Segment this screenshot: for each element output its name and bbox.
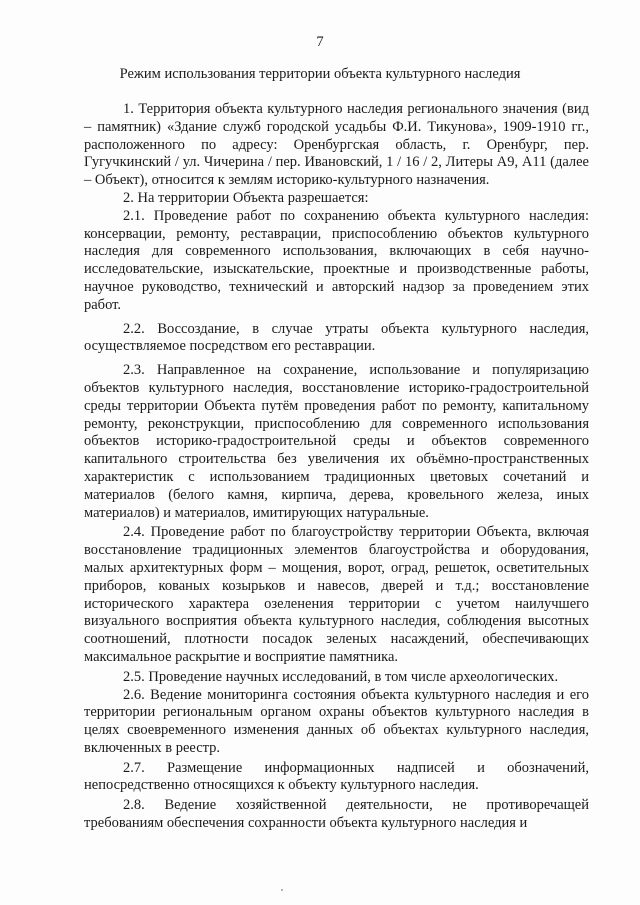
paragraph-2-1: 2.1. Проведение работ по сохранению объекта культурного наследия: консервации, ремонту, реставрации, приспособлению объектов культурного наследия для современного использования, включающих в себя научно-исследовательские, изыскательские, проектные и производственные работы, научное руководство, технический и авторский надзор за проведением этих работ.	[84, 207, 589, 313]
page-number: 7	[316, 34, 324, 50]
paragraph-2-4: 2.4. Проведение работ по благоустройству территории Объекта, включая восстановление традиционных элементов благоустройства и оборудования, малых архитектурных форм – мощения, ворот, оград, решеток, осветительных приборов, кованых козырьков и навесов, дверей и т.д.; восстановление исторического характера озеленения территории с учетом наилучшего визуального восприятия объекта культурного наследия, соблюдения высотных соотношений, плотности посадок зеленых насаждений, обеспечивающих максимальное раскрытие и восприятие памятника.	[84, 524, 589, 665]
document-title: Режим использования территории объекта культурного наследия	[119, 66, 521, 82]
paragraph-2-2: 2.2. Воссоздание, в случае утраты объекта культурного наследия, осуществляемое посредством его реставрации.	[84, 320, 589, 355]
paragraph-2-5: 2.5. Проведение научных исследований, в том числе археологических.	[123, 668, 559, 685]
paragraph-2-6: 2.6. Ведение мониторинга состояния объекта культурного наследия и его территории региональным органом охраны объектов культурного наследия в целях своевременного изменения данных об объектах культурного наследия, включенных в реестр.	[84, 686, 589, 756]
paragraph-2: 2. На территории Объекта разрешается:	[123, 189, 369, 206]
document-body	[84, 101, 589, 833]
paragraph-2-8: 2.8. Ведение хозяйственной деятельности, не противоречащей требованиям обеспечения сохранности объекта культурного наследия и	[84, 797, 589, 832]
scan-speck	[281, 889, 283, 891]
paragraph-2-7: 2.7. Размещение информационных надписей и обозначений, непосредственно относящихся к объекту культурного наследия.	[84, 759, 589, 794]
paragraph-1: 1. Территория объекта культурного наследия регионального значения (вид – памятник) «Здание служб городской усадьбы Ф.И. Тикунова», 1909-1910 гг., расположенного по адресу: Оренбургская область, г. Оренбург, пер. Гугучкинский / ул. Чичерина / пер. Ивановский, 1 / 16 / 2, Литеры А9, А11 (далее – Объект), относится к землям историко-культурного назначения.	[84, 101, 589, 189]
paragraph-2-3: 2.3. Направленное на сохранение, использование и популяризацию объектов культурного наследия, восстановление историко-градостроительной среды территории Объекта путём проведения работ по ремонту, капитальному ремонту, реконструкции, приспособлению для современного использования объектов историко-градостроительной среды и объектов современного капитального строительства без увеличения их объёмно-пространственных характеристик с использованием традиционных цветовых сочетаний и материалов (белого камня, кирпича, дерева, кровельного железа, иных материалов) и материалов, имитирующих натуральные.	[84, 362, 589, 521]
